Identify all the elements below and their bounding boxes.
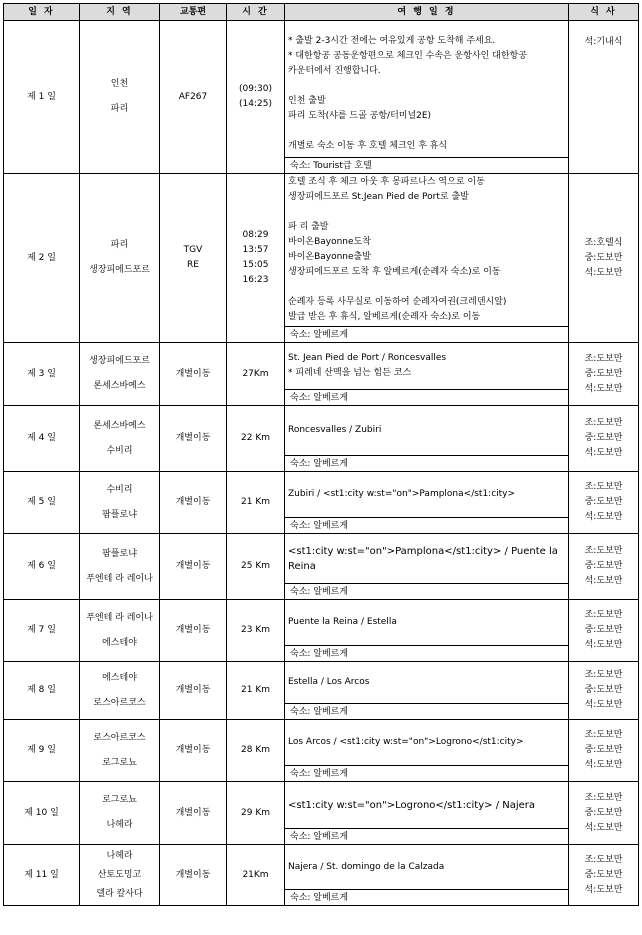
itinerary-row	[4, 21, 639, 158]
transport-item: 개별이동	[175, 745, 211, 755]
meal-item: 중:도보만	[584, 745, 623, 755]
time-item: 16:23	[242, 275, 269, 285]
schedule-line: Puente la Reina / Estella	[288, 617, 397, 627]
schedule-line	[288, 205, 565, 220]
meal-item: 중:도보만	[584, 685, 623, 695]
transport-item: 개별이동	[175, 685, 211, 695]
itinerary-row	[4, 406, 639, 456]
schedule-line: Estella / Los Arcos	[288, 677, 370, 687]
transport-item: 개별이동	[175, 433, 211, 443]
transport-cell	[160, 343, 227, 406]
itinerary-row	[4, 174, 639, 327]
meal-item: 조:도보만	[584, 670, 623, 680]
region-name: 에스테야	[102, 672, 137, 683]
meal-item: 조:도보만	[584, 730, 623, 740]
meal-item: 중:도보만	[584, 368, 623, 379]
time-item: 23 Km	[241, 625, 270, 635]
itinerary-row	[4, 534, 639, 584]
meals-cell	[569, 174, 639, 343]
schedule-line: 인천 출발	[288, 96, 326, 106]
time-item: 28 Km	[241, 745, 270, 755]
meal-item: 중:도보만	[584, 433, 623, 443]
day-cell: 제 6 일	[4, 534, 80, 600]
header-schedule: 여 행 일 정	[285, 4, 569, 21]
meal-item: 석:도보만	[584, 267, 623, 278]
day-cell: 제 10 일	[4, 782, 80, 845]
schedule-line: Najera / St. domingo de la Calzada	[288, 861, 445, 872]
itinerary-row	[4, 343, 639, 390]
region-name: 로스아르코스	[93, 732, 146, 743]
meal-item: 석:도보만	[584, 822, 623, 833]
meal-item: 조:호텔식	[584, 237, 623, 248]
transport-cell	[160, 845, 227, 906]
itinerary-row	[4, 782, 639, 829]
region-cell	[80, 21, 160, 174]
header-transport: 교통편	[160, 4, 227, 21]
schedule-line: 생장피에드포르 St.Jean Pied de Port로 출발	[288, 192, 469, 202]
schedule-cell	[285, 343, 569, 390]
schedule-line: 바이온Bayonne출발	[288, 252, 371, 262]
meal-item: 조:도보만	[584, 854, 623, 865]
schedule-line: 발급 받은 후 휴식, 알베르게(순례자 숙소)로 이동	[288, 312, 481, 322]
meals-cell	[569, 534, 639, 600]
header-meals: 식 사	[569, 4, 639, 21]
region-name: 산토도밍고	[97, 869, 142, 880]
schedule-line: Zubiri / <st1:city w:st="on">Pamplona</st1:city>	[288, 489, 516, 499]
day-cell: 제 4 일	[4, 406, 80, 472]
time-cell	[227, 845, 285, 906]
transport-item: 개별이동	[175, 625, 211, 635]
meals-cell	[569, 845, 639, 906]
meals-cell	[569, 21, 639, 174]
meal-item: 조:도보만	[584, 353, 623, 364]
meals-cell	[569, 600, 639, 662]
region-name: 생장피에드포르	[89, 356, 150, 366]
region-name: 팜플로냐	[102, 509, 137, 520]
time-item: 21Km	[242, 869, 269, 880]
lodging-cell: 숙소: Tourist급 호텔	[285, 158, 569, 174]
transport-cell	[160, 21, 227, 174]
schedule-cell	[285, 472, 569, 518]
lodging-cell: 숙소: 알베르게	[285, 890, 569, 906]
transport-item: 개별이동	[175, 869, 211, 880]
lodging-cell: 숙소: 알베르게	[285, 456, 569, 472]
meals-cell	[569, 782, 639, 845]
meal-item: 석:도보만	[584, 383, 623, 394]
header-day: 일 자	[4, 4, 80, 21]
meal-item: 중:도보만	[584, 252, 623, 263]
itinerary-row	[4, 662, 639, 704]
schedule-cell	[285, 662, 569, 704]
time-item: 21 Km	[241, 685, 270, 695]
schedule-line: 순례자 등록 사무실로 이동하여 순례자여권(크레덴시알)	[288, 297, 507, 307]
time-item: 29 Km	[241, 807, 270, 818]
region-name: 나헤라	[106, 820, 133, 830]
region-name: 론세스바예스	[93, 381, 146, 391]
time-item: 22 Km	[241, 433, 270, 443]
schedule-line	[288, 280, 565, 295]
meals-cell	[569, 662, 639, 720]
schedule-cell	[285, 21, 569, 158]
meal-item: 석:도보만	[584, 512, 623, 522]
time-item: 25 Km	[241, 561, 270, 571]
region-cell	[80, 782, 160, 845]
region-name: 델라 칼사다	[96, 888, 143, 899]
meal-item: 석:도보만	[584, 760, 623, 770]
schedule-line: <st1:city w:st="on">Logrono</st1:city> / Najera	[288, 799, 536, 811]
itinerary-row	[4, 845, 639, 890]
transport-cell	[160, 406, 227, 472]
itinerary-row	[4, 720, 639, 766]
region-cell	[80, 845, 160, 906]
region-name: 푸엔테 라 레이나	[86, 612, 153, 623]
time-cell	[227, 534, 285, 600]
time-item: 15:05	[242, 260, 269, 270]
lodging-cell: 숙소: 알베르게	[285, 646, 569, 662]
itinerary-row	[4, 600, 639, 646]
schedule-cell	[285, 174, 569, 327]
meals-cell	[569, 343, 639, 406]
time-cell	[227, 720, 285, 782]
day-cell: 제 7 일	[4, 600, 80, 662]
region-name: 파리	[110, 240, 129, 250]
time-cell	[227, 174, 285, 343]
lodging-cell: 숙소: 알베르게	[285, 327, 569, 343]
meal-item: 중:도보만	[584, 497, 623, 507]
meal-item: 중:도보만	[584, 869, 623, 880]
time-cell	[227, 406, 285, 472]
region-cell	[80, 600, 160, 662]
itinerary-table	[3, 3, 639, 906]
day-cell: 제 3 일	[4, 343, 80, 406]
schedule-line: Los Arcos / <st1:city w:st="on">Logrono</st1:city>	[288, 737, 524, 747]
region-name: 에스테야	[102, 637, 137, 648]
meals-cell	[569, 406, 639, 472]
schedule-line: * 출발 2-3시간 전에는 여유있게 공항 도착해 주세요.	[288, 36, 496, 46]
day-cell: 제 5 일	[4, 472, 80, 534]
time-item: 13:57	[242, 245, 269, 255]
meal-item: 석:도보만	[584, 884, 623, 895]
schedule-cell	[285, 845, 569, 890]
schedule-line: 카운터에서 진행합니다.	[288, 66, 381, 76]
lodging-cell: 숙소: 알베르게	[285, 766, 569, 782]
itinerary-row	[4, 472, 639, 518]
schedule-cell	[285, 534, 569, 584]
region-name: 푸엔테 라 레이나	[86, 573, 153, 584]
time-cell	[227, 21, 285, 174]
meal-item: 조:도보만	[584, 482, 623, 492]
lodging-cell: 숙소: 알베르게	[285, 704, 569, 720]
schedule-line: 바이온Bayonne도착	[288, 237, 371, 247]
region-cell	[80, 406, 160, 472]
region-cell	[80, 534, 160, 600]
schedule-line: Roncesvalles / Zubiri	[288, 425, 382, 435]
time-cell	[227, 472, 285, 534]
region-cell	[80, 343, 160, 406]
schedule-cell	[285, 406, 569, 456]
lodging-cell: 숙소: 알베르게	[285, 390, 569, 406]
region-cell	[80, 472, 160, 534]
schedule-line: <st1:city w:st="on">Pamplona</st1:city> / Puente la Reina	[288, 545, 558, 572]
transport-item: 개별이동	[175, 368, 211, 379]
day-cell: 제 1 일	[4, 21, 80, 174]
region-name: 로그로뇨	[102, 795, 137, 805]
transport-item: 개별이동	[175, 561, 211, 571]
header-time: 시 간	[227, 4, 285, 21]
transport-cell	[160, 600, 227, 662]
day-cell: 제 9 일	[4, 720, 80, 782]
time-item: 27Km	[242, 368, 269, 379]
schedule-line: 생장피에드포르 도착 후 알베르게(순례자 숙소)로 이동	[288, 267, 501, 277]
time-item: 21 Km	[241, 497, 270, 507]
meal-item: 석:도보만	[584, 448, 623, 458]
schedule-cell	[285, 600, 569, 646]
day-cell: 제 2 일	[4, 174, 80, 343]
meal-item: 석:도보만	[584, 700, 623, 710]
region-name: 인천	[110, 79, 129, 89]
lodging-cell: 숙소: 알베르게	[285, 829, 569, 845]
table-header-row	[4, 4, 639, 21]
region-cell	[80, 174, 160, 343]
header-region: 지 역	[80, 4, 160, 21]
transport-cell	[160, 782, 227, 845]
schedule-line: St. Jean Pied de Port / Roncesvalles	[288, 353, 447, 363]
meal-item: 석:기내식	[584, 37, 623, 47]
region-name: 수비리	[106, 445, 133, 456]
schedule-line: * 대한항공 공동운항편으로 체크인 수속은 운항사인 대한항공	[288, 51, 528, 61]
meals-cell	[569, 720, 639, 782]
time-cell	[227, 782, 285, 845]
meal-item: 조:도보만	[584, 792, 623, 803]
day-cell: 제 8 일	[4, 662, 80, 720]
transport-cell	[160, 174, 227, 343]
time-item: (14:25)	[239, 99, 272, 109]
region-name: 론세스바예스	[93, 420, 146, 431]
schedule-line: 파 리 출발	[288, 222, 329, 232]
meal-item: 중:도보만	[584, 807, 623, 818]
meal-item: 조:도보만	[584, 546, 623, 556]
transport-item: RE	[187, 260, 199, 270]
meal-item: 석:도보만	[584, 576, 623, 586]
region-cell	[80, 662, 160, 720]
schedule-line	[288, 79, 565, 94]
time-cell	[227, 343, 285, 406]
region-name: 수비리	[106, 484, 133, 495]
schedule-line	[288, 124, 565, 139]
region-name: 생장피에드포르	[89, 265, 150, 275]
schedule-cell	[285, 782, 569, 829]
lodging-cell: 숙소: 알베르게	[285, 518, 569, 534]
transport-cell	[160, 534, 227, 600]
region-cell	[80, 720, 160, 782]
day-cell: 제 11 일	[4, 845, 80, 906]
region-name: 로그로뇨	[102, 757, 137, 768]
schedule-line: * 피레네 산맥을 넘는 힘든 코스	[288, 368, 412, 378]
schedule-line: 파리 도착(샤를 드골 공항/터미널2E)	[288, 111, 432, 121]
meal-item: 조:도보만	[584, 418, 623, 428]
transport-cell	[160, 720, 227, 782]
region-name: 로스아르코스	[93, 697, 146, 708]
meals-cell	[569, 472, 639, 534]
time-item: 08:29	[242, 230, 269, 240]
time-cell	[227, 662, 285, 720]
transport-item: 개별이동	[175, 497, 211, 507]
meal-item: 중:도보만	[584, 625, 623, 635]
schedule-cell	[285, 720, 569, 766]
region-name: 나헤라	[106, 850, 133, 861]
transport-item: 개별이동	[175, 807, 211, 818]
region-name: 파리	[110, 104, 129, 114]
meal-item: 조:도보만	[584, 610, 623, 620]
region-name: 팜플로냐	[102, 548, 137, 559]
itinerary-body	[4, 21, 639, 906]
transport-cell	[160, 472, 227, 534]
transport-item: TGV	[183, 245, 203, 255]
transport-cell	[160, 662, 227, 720]
schedule-line: 개별로 숙소 이동 후 호텔 체크인 후 휴식	[288, 141, 448, 151]
time-item: (09:30)	[239, 84, 272, 94]
transport-item: AF267	[178, 91, 208, 102]
lodging-cell: 숙소: 알베르게	[285, 584, 569, 600]
schedule-line: 호텔 조식 후 체크 아웃 후 몽파르나스 역으로 이동	[288, 177, 485, 187]
meal-item: 중:도보만	[584, 561, 623, 571]
time-cell	[227, 600, 285, 662]
meal-item: 석:도보만	[584, 640, 623, 650]
